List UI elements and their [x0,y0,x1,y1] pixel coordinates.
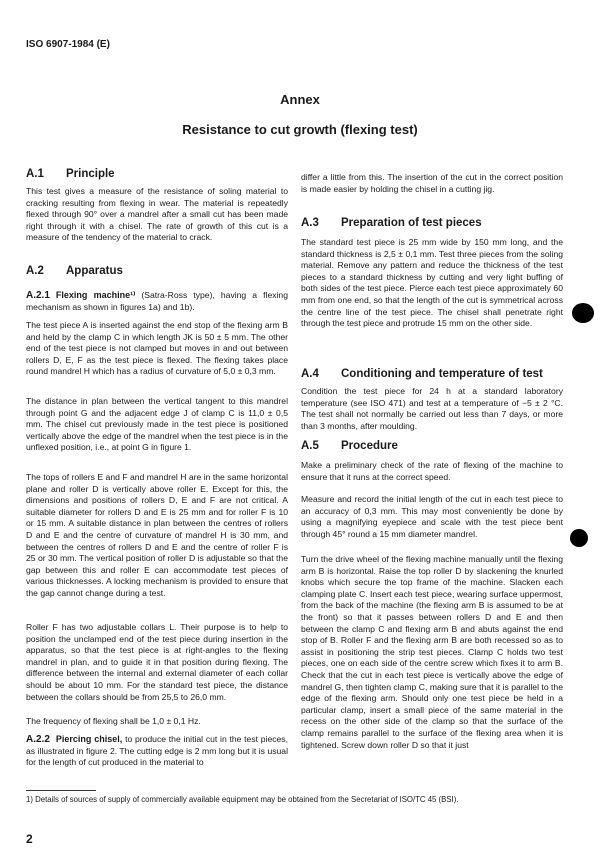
a5-paragraph-2: Measure and record the initial length of the cut in each test piece to an accuracy of 0,3 mm. This may most conveniently be done by using a magnifying eyepiece and scale with the test piece bent through 45° round a 15 mm diameter mandrel. [301,494,563,539]
heading-a2 [26,265,288,277]
text: to produce the initial cut in the test pieces, as illustrated in figure 2. The cutting edge is 2 mm long but it is usual for the length of cut produced in the material to [26,734,288,768]
section-number: A.2 [26,265,44,277]
a3-paragraph: The standard test piece is 25 mm wide by 150 mm long, and the standard thickness is 2,5 ± 0,1 mm. Test three pieces from the soling material. Remove any pattern and reduce the thickness of the test pieces to a standard thickness by cutting and very light buffing of both sides of the test piece. Pierce each test piece approximately 60 mm from one end, so that the length of the cut is symmetrical across the centre line of the test piece. The chisel shall penetrate right through the test piece and protrude 15 mm on the other side. [301,237,563,329]
a22-continuation: differ a little from this. The insertion of the cut in the correct position is made easier by holding the chisel in a cutting jig. [301,172,563,194]
term: Flexing machine¹⁾ [55,290,136,300]
annex-label: Annex [280,92,320,107]
section-number: A.3 [301,217,319,229]
a2-paragraph-4: The tops of rollers E and F and mandrel H are in the same horizontal plane and roller D is vertically above roller E. Except for this, the dimensions and positions of rollers D, E and F are not critical. A suitable diameter for rollers D and E is 25 mm and for roller F is 10 or 15 mm. A suitable distance in plan between the centres of rollers D and E and the centre of curvature of mandrel H is 30 mm, and between the centres of rollers D and E and the centre of roller F is 25 or 30 mm. The vertical position of roller D is adjustable so that the gap between this and roller E can accommodate test pieces of various thicknesses. A locking mechanism is provided to ensure that the gap cannot change during a test. [26,472,288,598]
document-header: ISO 6907-1984 (E) [26,39,110,50]
a2-paragraph-2: The test piece A is inserted against the end stop of the flexing arm B and held by the clamp C in which length JK is 50 ± 5 mm. The other end of the test piece is not clamped but moves in and out between rollers D, E, F as the test piece is flexed. The flexing takes place round mandrel H which has a radius of curvature of 5,0 ± 0,3 mm. [26,320,288,377]
section-number: A.4 [301,368,319,380]
heading-a3 [301,217,563,229]
footnote: 1) Details of sources of supply of commercially available equipment may be obtained from the Secretariat of ISO/TC 45 (BSI). [26,795,459,804]
a22-paragraph [26,734,288,769]
page-number: 2 [26,832,33,846]
a2-paragraph-3: The distance in plan between the vertical tangent to this mandrel through point G and the adjacent edge J of clamp C is 11,0 ± 0,5 mm. The chisel cut previously made in the test piece is positioned vertically above the edge of the mandrel when the test piece is in the unflexed position, i.e., at point G in figure 1. [26,396,288,453]
heading-a4 [301,368,563,380]
text: (Satra-Ross type), having a flexing mechanism as shown in figures 1a) and 1b). [26,290,288,312]
section-title: Principle [66,168,115,180]
a2-paragraph-6: The frequency of flexing shall be 1,0 ± 0,1 Hz. [26,716,201,726]
a5-paragraph-3: Turn the drive wheel of the flexing machine manually until the flexing arm B is horizontal. Raise the top roller D by slackening the knurled knobs which secure the top frame of the machine. Slacken each clamping plate C. Insert each test piece, wearing surface uppermost, from the back of the machine (the flexing arm B is assumed to be at the front) so that it passes between rollers D and E and then between the clamp C and flexing arm B and abuts against the end stop of B. Roller F and the flexing arm B are both recessed so as to assist in positioning the strip test pieces. Clamp C holds two test pieces, one on each side of the centre screw which fixes it to arm B. Check that the cut in each test piece is vertically above the edge of mandrel G, then tighten clamp C, making sure that it is parallel to the edge of the flexing arm. Should only one test piece be held in a particular clamp, insert a small piece of the same material in the recess on the other side of the clamp so that the surface of the clamp remains parallel to the surface of the flexing area when it is tightened. Screw down roller D so that it just [301,554,563,750]
section-number: A.5 [301,440,319,452]
heading-a5 [301,440,563,452]
section-title: Apparatus [66,265,123,277]
a5-paragraph-1: Make a preliminary check of the rate of flexing of the machine to ensure that it runs at the correct speed. [301,460,563,482]
a4-paragraph: Condition the test piece for 24 h at a standard laboratory temperature (see ISO 471) and test at a temperature of −5 ± 2 °C. The test shall not normally be carried out less than 7 days, or more than 3 months, after moulding. [301,386,563,431]
subsection-number: A.2.1 [26,290,50,301]
punch-hole-mark [570,529,588,547]
section-title: Preparation of test pieces [341,217,482,229]
punch-hole-mark [572,303,594,323]
section-title: Procedure [341,440,398,452]
a21-paragraph [26,290,288,313]
a1-paragraph: This test gives a measure of the resistance of soling material to cracking resulting from flexing in wear. The material is repeatedly flexed through 90° over a mandrel after a small cut has been made right through it with a chisel. The rate of growth of this cut is a measure of the tendency of the material to crack. [26,186,288,243]
section-title: Conditioning and temperature of test [341,368,543,380]
a2-paragraph-5: Roller F has two adjustable collars L. Their purpose is to help to position the unclamped end of the test piece during insertion in the apparatus, so that the test piece is at right-angles to the flexing mandrel in plan, and to guide it in that position during flexing. The difference between the internal and external diameter of each collar should be about 10 mm. For the standard test piece, the distance between the collars should be from 25,5 to 26,0 mm. [26,622,288,702]
annex-title: Resistance to cut growth (flexing test) [182,122,418,137]
term: Piercing chisel, [55,734,123,744]
section-number: A.1 [26,168,44,180]
footnote-rule [26,790,96,791]
heading-a1 [26,168,288,180]
subsection-number: A.2.2 [26,734,50,745]
